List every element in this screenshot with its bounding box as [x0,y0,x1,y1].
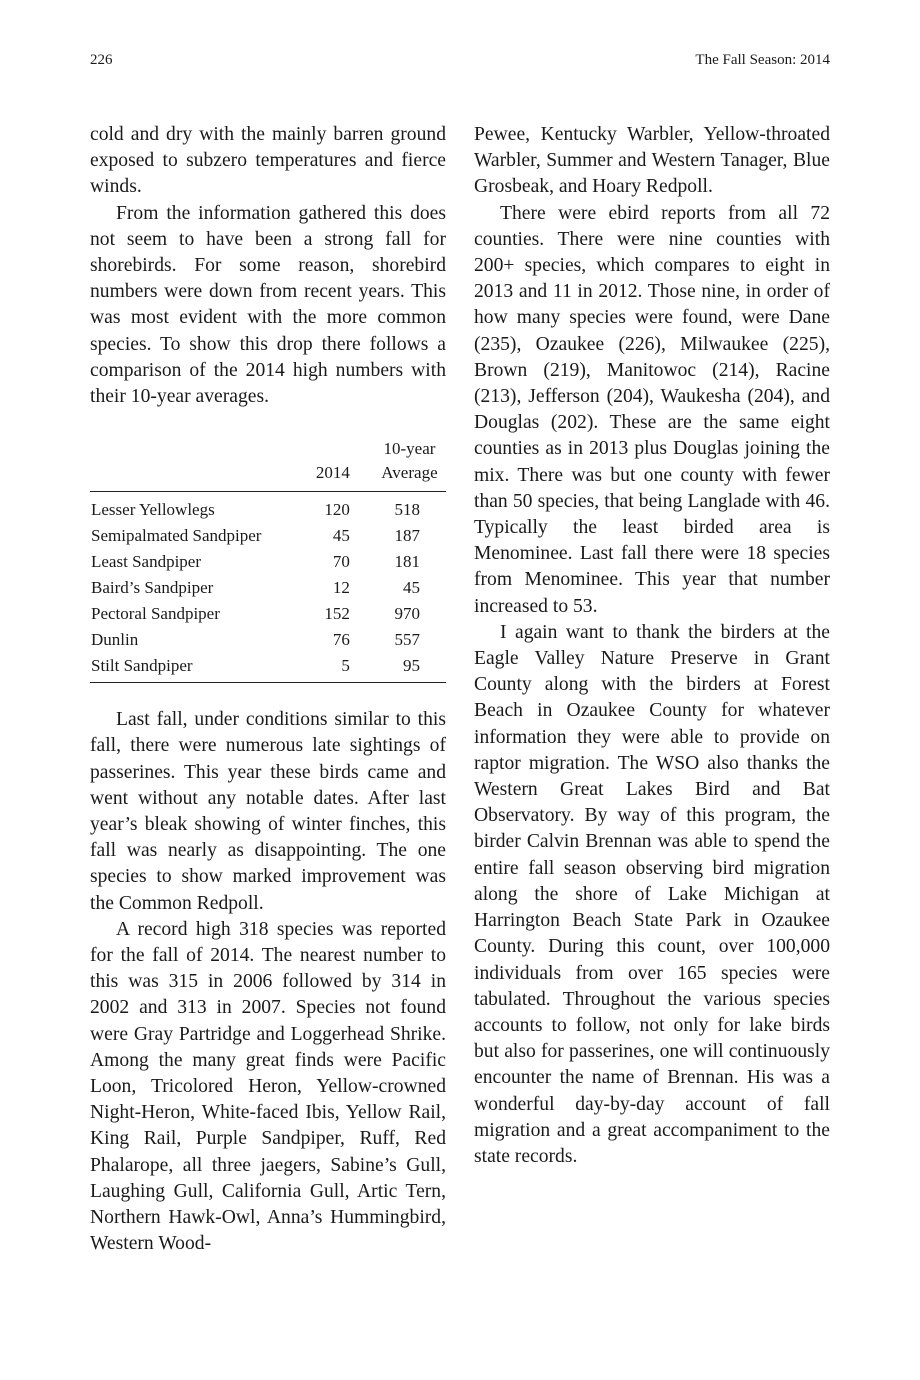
table-row [90,523,446,549]
value-average: 557 [394,630,420,650]
shorebird-comparison-table [90,436,446,683]
table-header-row [90,436,446,492]
table-row [90,492,446,524]
value-2014: 152 [324,604,350,624]
value-2014: 12 [332,578,350,598]
page-number: 226 [90,52,113,68]
value-average: 181 [394,552,420,572]
paragraph-continued-species: Pewee, Kentucky Warbler, Yellow-throated Warbler, Summer and Western Tanager, Blue Grosbeak, and Hoary Redpoll. [474,124,830,198]
value-average: 95 [368,653,446,683]
value-average: 518 [394,500,420,520]
value-2014: 76 [332,630,350,650]
species-name: Stilt Sandpiper [90,653,303,683]
paragraph-shorebirds: From the information gathered this does not seem to have been a strong fall for shorebirds. For some reason, shorebird numbers were down from recent years. This was most evident with the more common species. To show this drop there follows a comparison of the 2014 high numbers with their 10-year averages. [90,202,446,408]
left-column [90,122,446,1258]
paragraph-continued: cold and dry with the mainly barren ground exposed to subzero temperatures and fierce winds. [90,124,446,198]
value-2014: 120 [324,500,350,520]
species-name: Least Sandpiper [91,552,201,572]
header-avg-line1: 10-year [383,439,436,459]
value-average: 970 [394,604,420,624]
paragraph-ebird-counties: There were ebird reports from all 72 counties. There were nine counties with 200+ species, which compares to eight in 2013 and 11 in 2012. Those nine, in order of how many species were found, were Dane (235), Ozaukee (226), Milwaukee (225), Brown (219), Manitowoc (214), Racine (213), Jefferson (204), Waukesha (204), and Douglas (202). These are the same eight counties as in 2013 plus Douglas joining the mix. There was but one county with fewer than 50 species, that being Langlade with 46. Typically the least birded area is Menominee. Last fall there were 18 species from Menominee. This year that number increased to 53. [474,202,830,617]
right-column [474,122,830,1170]
paragraph-record-species: A record high 318 species was reported for the fall of 2014. The nearest number to this was 315 in 2006 followed by 314 in 2002 and 313 in 2007. Species not found were Gray Partridge and Loggerhead Shrike. Among the many great finds were Pacific Loon, Tricolored Heron, Yellow-crowned Night-Heron, White-faced Ibis, Yellow Rail, King Rail, Purple Sandpiper, Ruff, Red Phalarope, all three jaegers, Sabine’s Gull, Laughing Gull, California Gull, Artic Tern, Northern Hawk-Owl, Anna’s Hummingbird, Western Wood- [90,918,446,1255]
table-row [90,575,446,601]
paragraph-passerines: Last fall, under conditions similar to this fall, there were numerous late sightings of passerines. This year these birds came and went without any notable dates. After last year’s bleak showing of winter finches, this fall was nearly as disappointing. The one species to show marked improvement was the Common Redpoll. [90,709,446,914]
value-average: 45 [403,578,420,598]
header-avg-line2: Average [381,463,438,483]
value-2014: 70 [332,552,350,572]
species-name: Pectoral Sandpiper [91,604,220,624]
species-name: Baird’s Sandpiper [91,578,214,598]
species-name: Dunlin [91,630,139,650]
value-2014: 5 [303,653,368,683]
header-species [90,436,303,492]
table-row [90,549,446,575]
value-average: 187 [394,526,420,546]
header-2014: 2014 [303,436,368,492]
species-name: Semipalmated Sandpiper [91,526,262,546]
running-title: The Fall Season: 2014 [695,52,830,68]
table-row [90,601,446,627]
paragraph-acknowledgements: I again want to thank the birders at the Eagle Valley Nature Preserve in Grant County along with the birders at Forest Beach in Ozaukee County for whatever information they were able to provide on raptor migration. The WSO also thanks the Western Great Lakes Bird and Bat Observatory. By way of this program, the birder Calvin Brennan was able to spend the entire fall season observing bird migration along the shore of Lake Michigan at Harrington Beach State Park in Ozaukee County. During this count, over 100,000 individuals from over 165 species were tabulated. Throughout the various species accounts to follow, not only for lake birds but also for passerines, one will continuously encounter the name of Brennan. His was a wonderful day-by-day account of fall migration and a great accompaniment to the state records. [474,621,830,1167]
table-row [90,627,446,653]
header-10-year-average [368,436,446,492]
value-2014: 45 [332,526,350,546]
table-row [90,653,446,683]
species-name: Lesser Yellowlegs [91,500,215,520]
shorebird-comparison-table-wrap [90,436,446,683]
